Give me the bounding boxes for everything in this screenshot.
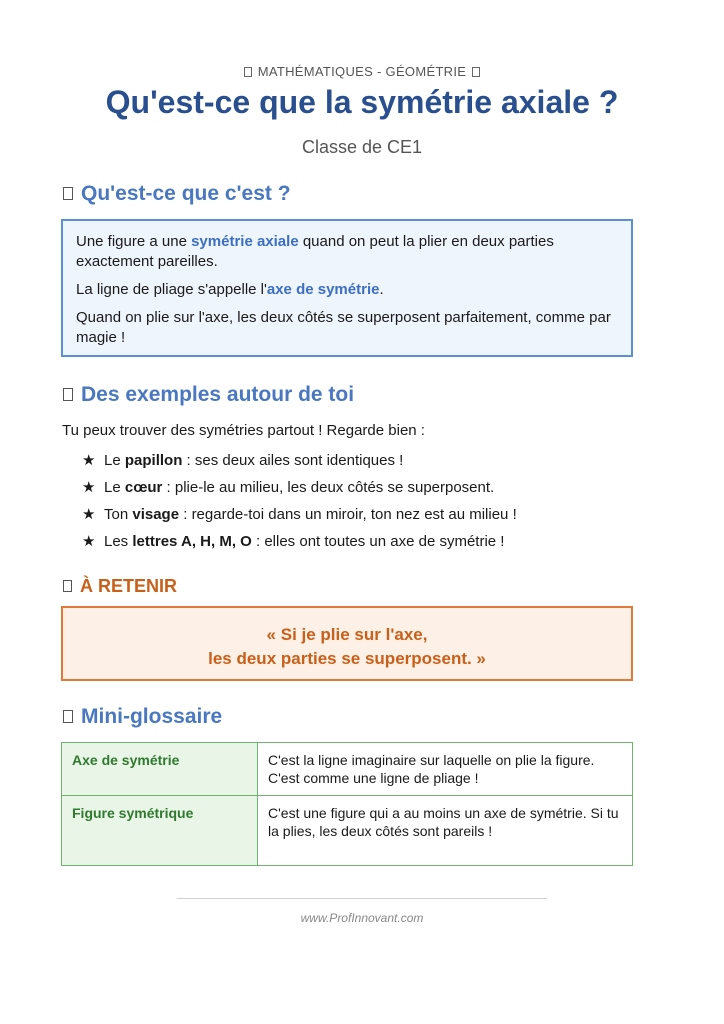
text-run: La ligne de pliage s'appelle l': [76, 281, 267, 298]
text-run: Une figure a une: [76, 233, 192, 250]
definition-box: [61, 219, 633, 357]
highlight-term: axe de symétrie: [266, 281, 380, 298]
text-run: Le: [104, 479, 125, 496]
section-heading-text: Mini-glossaire: [81, 705, 223, 728]
page-supertitle: [0, 64, 724, 79]
text-run: : elles ont toutes un axe de symétrie !: [251, 533, 505, 550]
text-run: Ton: [104, 506, 133, 523]
placeholder-glyph-icon: [63, 187, 73, 200]
text-run: : regarde-toi dans un miroir, ton nez est au milieu !: [179, 506, 517, 523]
placeholder-glyph-icon: [63, 580, 72, 592]
definition-paragraph: [76, 280, 618, 300]
glossary-term: Figure symétrique: [62, 796, 258, 866]
retain-line: « Si je plie sur l'axe,: [266, 625, 428, 644]
highlight-term: symétrie axiale: [191, 233, 299, 250]
page-title: Qu'est-ce que la symétrie axiale ?: [105, 84, 619, 120]
retain-box: [61, 606, 633, 681]
glossary-term: Axe de symétrie: [62, 743, 258, 796]
footer-divider: [177, 898, 547, 899]
text-run: .: [379, 281, 384, 298]
list-item: [82, 505, 517, 532]
glossary-definition: C'est une figure qui a au moins un axe de symétrie. Si tu la plies, les deux côtés sont pareils !: [258, 796, 633, 866]
section-heading-glossary: [63, 705, 222, 729]
bold-term: cœur: [124, 479, 163, 496]
placeholder-glyph-icon: [63, 710, 73, 723]
definition-paragraph: [76, 232, 618, 272]
placeholder-glyph-icon: [472, 67, 480, 77]
text-run: quand on peut la plier en deux parties exactement pareilles.: [76, 233, 554, 270]
list-item: [82, 451, 517, 478]
bold-term: papillon: [124, 452, 183, 469]
examples-intro: Tu peux trouver des symétries partout ! Regarde bien :: [62, 422, 425, 439]
text-run: Le: [104, 452, 125, 469]
text-run: : plie-le au milieu, les deux côtés se superposent.: [162, 479, 495, 496]
star-icon: ★: [82, 533, 96, 550]
examples-list: [82, 451, 517, 559]
definition-paragraph: Quand on plie sur l'axe, les deux côtés se superposent parfaitement, comme par magie !: [76, 309, 611, 346]
section-heading-examples: [63, 383, 354, 407]
retain-line: les deux parties se superposent. »: [208, 649, 486, 668]
text-run: : ses deux ailes sont identiques !: [182, 452, 404, 469]
star-icon: ★: [82, 479, 96, 496]
bold-term: visage: [132, 506, 180, 523]
placeholder-glyph-icon: [244, 67, 252, 77]
glossary-table: [61, 742, 633, 866]
list-item: [82, 532, 517, 559]
table-row: [62, 796, 633, 866]
section-heading-text: À RETENIR: [80, 576, 178, 596]
section-heading-text: Qu'est-ce que c'est ?: [81, 182, 291, 205]
text-run: Les: [104, 533, 133, 550]
glossary-definition: C'est la ligne imaginaire sur laquelle on plie la figure. C'est comme une ligne de pliage !: [258, 743, 633, 796]
placeholder-glyph-icon: [63, 388, 73, 401]
star-icon: ★: [82, 506, 96, 523]
section-heading-text: Des exemples autour de toi: [81, 383, 355, 406]
page-subtitle: Classe de CE1: [301, 137, 423, 157]
star-icon: ★: [82, 452, 96, 469]
supertitle-text: MATHÉMATIQUES - GÉOMÉTRIE: [257, 64, 467, 79]
footer-site: www.ProfInnovant.com: [300, 911, 424, 925]
section-heading-retain: [63, 576, 177, 597]
list-item: [82, 478, 517, 505]
table-row: [62, 743, 633, 796]
bold-term: lettres A, H, M, O: [132, 533, 252, 550]
section-heading-definition: [63, 182, 291, 206]
